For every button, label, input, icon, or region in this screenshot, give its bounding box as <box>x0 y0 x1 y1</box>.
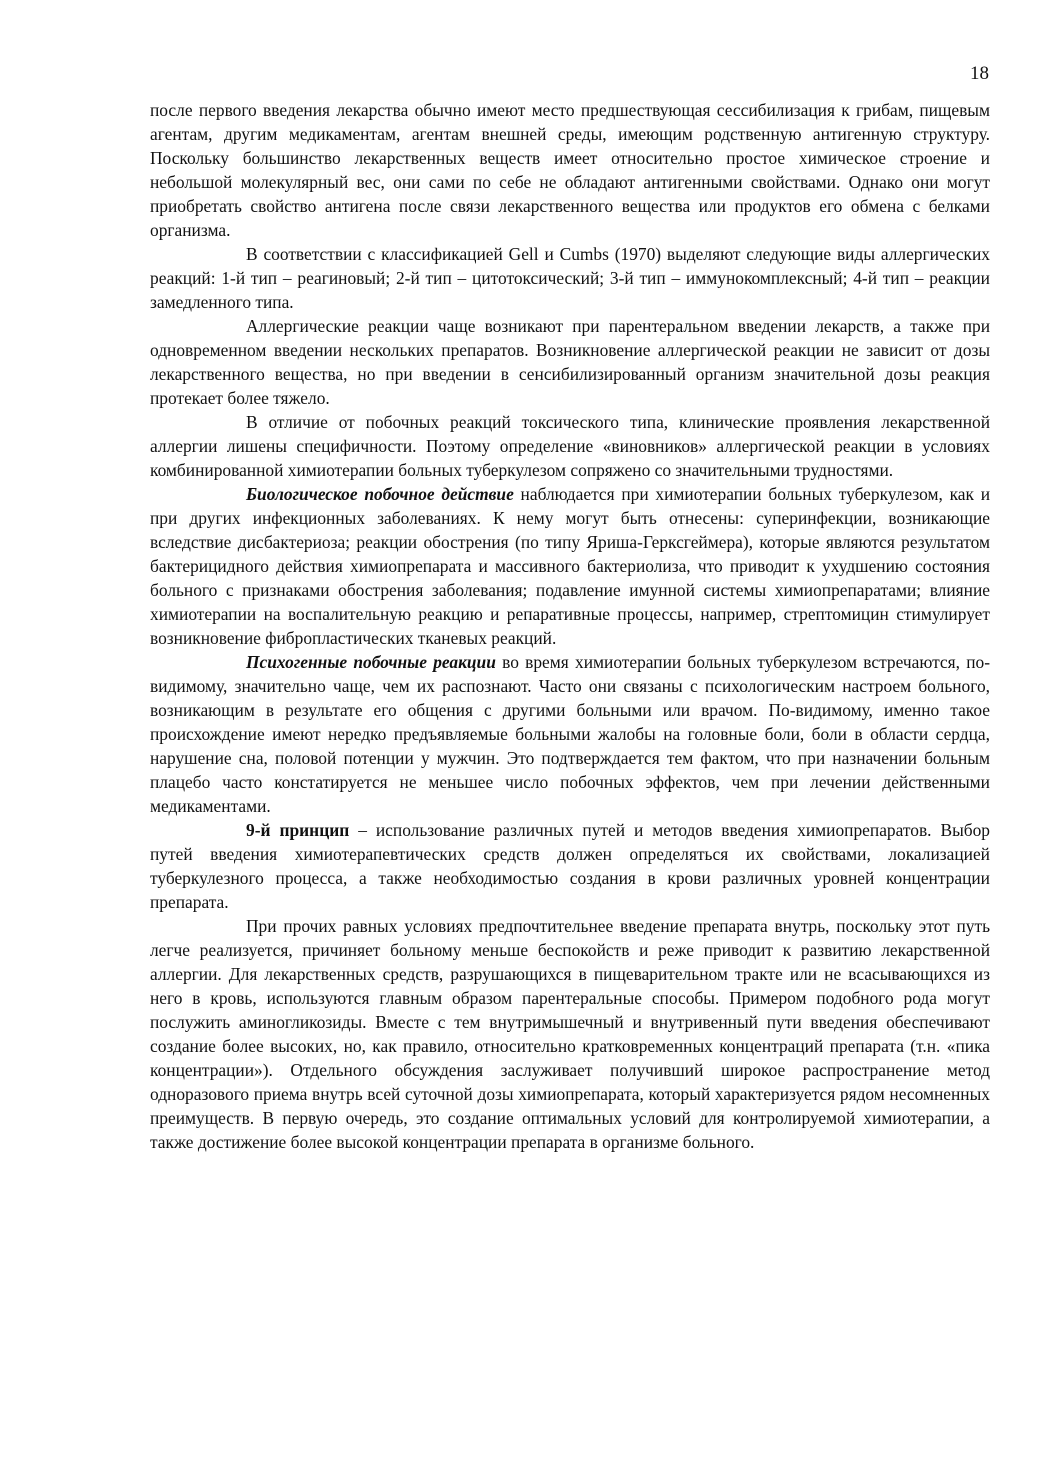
term-ninth-principle: 9-й принцип <box>246 820 350 840</box>
paragraph-allergy-administration: Аллергические реакции чаще возникают при парентеральном введении лекарств, а также при одновременном введении нескольких препаратов. Возникновение аллергической реакции не зависит от дозы лекарственного вещества, но при введении в сенсибилизированный организм значительной дозы реакция протекает более тяжело. <box>150 316 990 408</box>
paragraph-biological-side-effect <box>150 482 990 650</box>
document-body <box>150 98 990 1154</box>
paragraph-ninth-principle <box>150 818 990 914</box>
paragraph-biological-side-effect-text: наблюдается при химиотерапии больных туберкулезом, как и при других инфекционных заболеваниях. К нему могут быть отнесены: суперинфекции, возникающие вследствие дисбактериоза; реакции обострения (по типу Яриша-Герксгеймера), которые являются результатом бактерицидного действия химиопрепарата и массивного бактериолиза, что приводит к ухудшению состояния больного с признаками обострения заболевания; подавление имунной системы химиопрепаратами; влияние химиотерапии на воспалительную реакцию и репаративные процессы, например, стрептомицин стимулирует возникновение фибропластических тканевых реакций. <box>150 484 990 648</box>
page-number: 18 <box>970 63 989 84</box>
term-biological-side-effect: Биологическое побочное действие <box>246 484 514 504</box>
paragraph-allergy-specificity: В отличие от побочных реакций токсического типа, клинические проявления лекарственной аллергии лишены специфичности. Поэтому определение «виновников» аллергической реакции в условиях комбинированной химиотерапии больных туберкулезом сопряжено со значительными трудностями. <box>150 412 990 480</box>
paragraph-allergy-classification: В соответствии с классификацией Gell и Cumbs (1970) выделяют следующие виды аллергических реакций: 1-й тип – реагиновый; 2-й тип – цитотоксический; 3-й тип – иммунокомплексный; 4-й тип – реакции замедленного типа. <box>150 244 990 312</box>
paragraph-psychogenic-reactions <box>150 650 990 818</box>
paragraph-ninth-principle-text: – использование различных путей и методов введения химиопрепаратов. Выбор путей введения химиотерапевтических средств должен определяться их свойствами, локализацией туберкулезного процесса, а также необходимостью создания в крови различных уровней концентрации препарата. <box>150 820 990 912</box>
paragraph-psychogenic-reactions-text: во время химиотерапии больных туберкулезом встречаются, по-видимому, значительно чаще, чем их распознают. Часто они связаны с психологическим настроем больного, возникающим в результате его общения с другими больными или врачом. По-видимому, именно такое происхождение имеют нередко предъявляемые больными жалобы на головные боли, боли в области сердца, нарушение сна, половой потенции у мужчин. Это подтверждается тем фактом, что при назначении больным плацебо часто констатируется не меньшее число побочных эффектов, чем при лечении действенными медикаментами. <box>150 652 990 816</box>
paragraph-drug-sensitization: после первого введения лекарства обычно имеют место предшествующая сессибилизация к грибам, пищевым агентам, другим медикаментам, агентам внешней среды, имеющим родственную антигенную структуру. Поскольку большинство лекарственных веществ имеет относительно простое химическое строение и небольшой молекулярный вес, они сами по себе не обладают антигенными свойствами. Однако они могут приобретать свойство антигена после связи лекарственного вещества или продуктов его обмена с белками организма. <box>150 100 990 240</box>
paragraph-oral-administration: При прочих равных условиях предпочтительнее введение препарата внутрь, поскольку этот путь легче реализуется, причиняет больному меньше беспокойств и реже приводит к развитию лекарственной аллергии. Для лекарственных средств, разрушающихся в пищеварительном тракте или не всасывающихся из него в кровь, используются главным образом парентеральные способы. Примером подобного рода могут послужить аминогликозиды. Вместе с тем внутримышечный и внутривенный пути введения обеспечивают создание более высоких, но, как правило, относительно кратковременных концентраций препарата (т.н. «пика концентрации»). Отдельного обсуждения заслуживает получивший широкое распространение метод одноразового приема внутрь всей суточной дозы химиопрепарата, который характеризуется рядом несомненных преимуществ. В первую очередь, это создание оптимальных условий для контролируемой химиотерапии, а также достижение более высокой концентрации препарата в организме больного. <box>150 916 990 1152</box>
term-psychogenic-reactions: Психогенные побочные реакции <box>246 652 496 672</box>
